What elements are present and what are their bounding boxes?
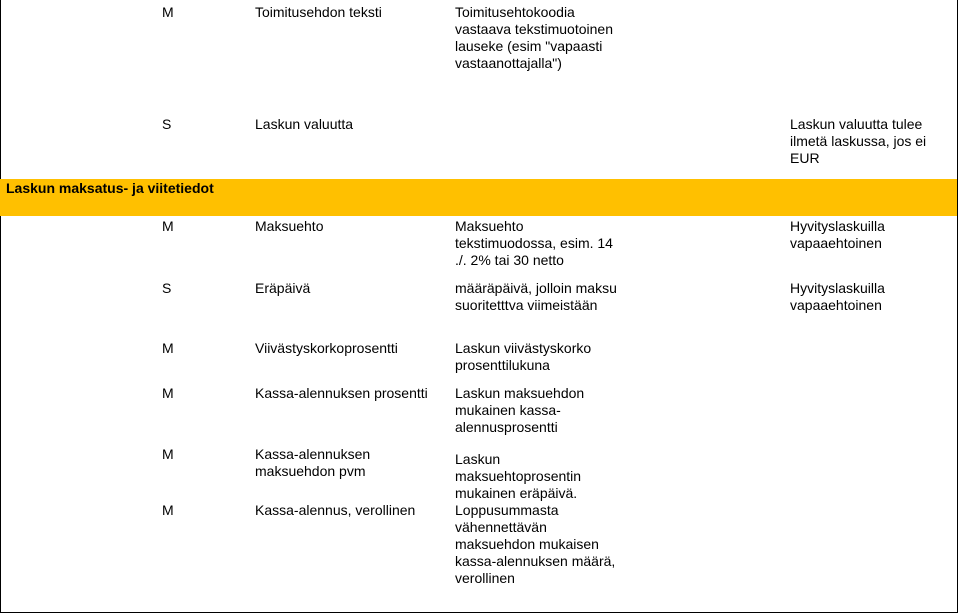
level-cell: M [162,340,174,356]
field-name-cell: Kassa-alennuksen maksuehdon pvm [255,446,371,479]
description-cell: Laskun maksuehtoprosentin mukainen eräpäivä. [455,451,582,501]
description-cell: Loppusummasta vähennettävän maksuehdon mukaisen kassa-alennuksen määrä, verollinen [455,502,616,586]
description-cell: Maksuehto tekstimuodossa, esim. 14 ./. 2% tai 30 netto [455,218,613,268]
level-cell: M [162,218,174,234]
level-cell: S [162,280,172,296]
field-name-cell: Eräpäivä [255,280,311,296]
level-cell: M [162,502,174,518]
field-name-cell: Viivästyskorkoprosentti [255,340,398,356]
field-name-cell: Laskun valuutta [255,116,354,132]
description-cell: Laskun maksuehdon mukainen kassa- alennusprosentti [455,385,585,435]
description-cell: määräpäivä, jolloin maksu suoritetttva viimeistään [455,280,617,313]
field-name-cell: Maksuehto [255,218,324,234]
level-cell: M [162,446,174,462]
section-title: Laskun maksatus- ja viitetiedot [6,180,214,196]
note-cell: Laskun valuutta tulee ilmetä laskussa, jos ei EUR [790,116,927,166]
note-cell: Hyvityslaskuilla vapaaehtoinen [790,280,885,313]
description-cell: Toimitusehtokoodia vastaava tekstimuotoinen lauseke (esim "vapaasti vastaanottajalla") [455,4,613,71]
column-divider [0,0,1,613]
level-cell: M [162,4,174,20]
level-cell: M [162,385,174,401]
column-divider [957,0,958,613]
field-name-cell: Toimitusehdon teksti [255,4,382,20]
field-name-cell: Kassa-alennuksen prosentti [255,385,428,401]
field-name-cell: Kassa-alennus, verollinen [255,502,416,518]
description-cell: Laskun viivästyskorko prosenttilukuna [455,340,592,373]
level-cell: S [162,116,172,132]
note-cell: Hyvityslaskuilla vapaaehtoinen [790,218,885,251]
